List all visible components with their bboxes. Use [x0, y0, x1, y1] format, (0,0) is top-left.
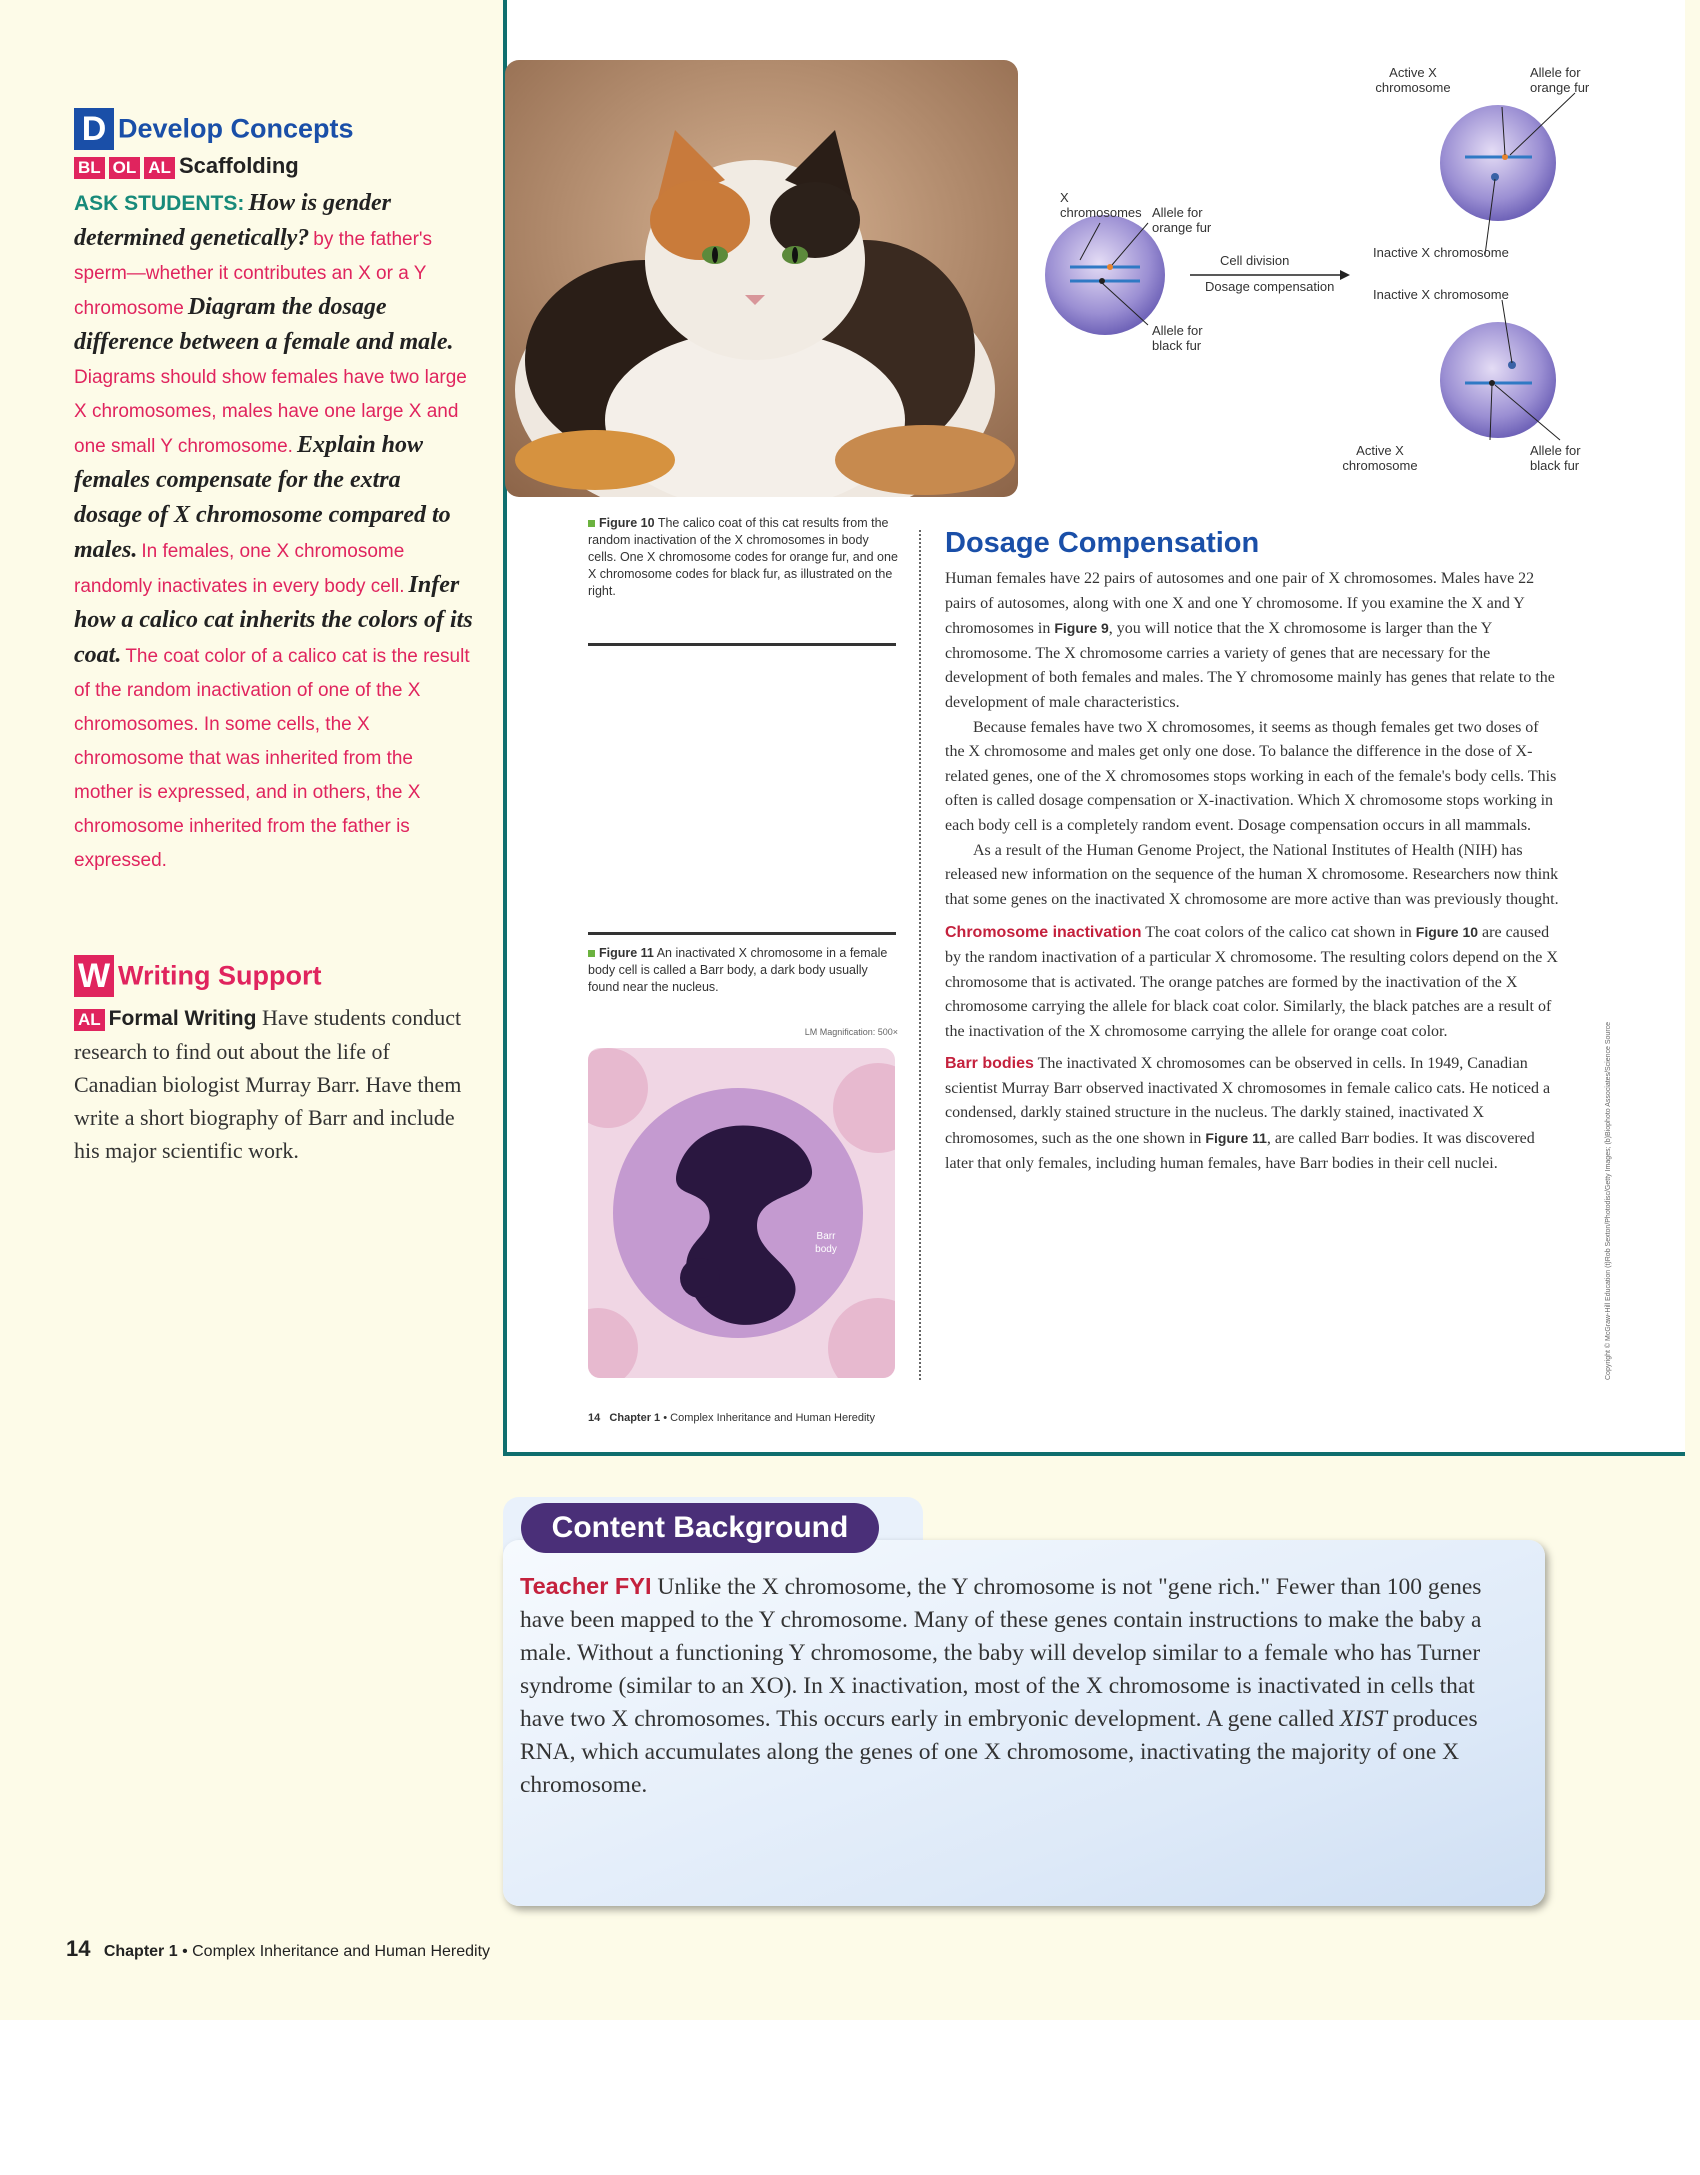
- x-inactivation-diagram: [1040, 55, 1600, 495]
- content-background-box: [503, 1540, 1545, 1906]
- section-heading: Dosage Compensation: [945, 527, 1260, 559]
- parent-cell: [1045, 215, 1165, 335]
- bullet-icon: [588, 950, 595, 957]
- top-daughter-cell: [1440, 105, 1556, 221]
- label-allele-black: Allele for black fur: [1152, 323, 1203, 353]
- label-active-x-top: Active X chromosome: [1375, 65, 1451, 95]
- figure-9-ref: Figure 9: [1054, 620, 1109, 637]
- bottom-daughter-cell: [1440, 322, 1556, 438]
- answer-4: The coat color of a calico cat is the result of the random inactivation of one of the X chromosomes. In some cells, the X chromosome that was inherited from the mother is expressed, and in others, the X chromosome inherited from the father is expressed.: [74, 646, 470, 871]
- inner-page-number: 14: [588, 1412, 601, 1424]
- develop-letter-icon: D: [74, 108, 114, 150]
- label-dosage-compensation: Dosage compensation: [1205, 279, 1335, 294]
- inactivation-text-1: The coat colors of the calico cat shown in: [1145, 924, 1412, 942]
- column-divider: [919, 530, 921, 1380]
- paragraph-1: Human females have 22 pairs of autosomes and one pair of X chromosomes. Males have 22 pairs of autosomes, along with one X and one Y chromosome. If you examine the X and Y chromosomes in: [945, 570, 1535, 638]
- barr-body-label: Barr body: [815, 1231, 837, 1255]
- main-text-column: [945, 525, 1560, 1176]
- label-cell-division: Cell division: [1220, 253, 1290, 268]
- formal-writing-label: Formal Writing: [108, 1007, 257, 1030]
- label-active-x-bottom: Active X chromosome: [1342, 443, 1418, 473]
- page-number: 14: [66, 1936, 91, 1961]
- label-allele-orange-top: Allele for orange fur: [1530, 65, 1590, 95]
- figure-11-text: An inactivated X chromosome in a female body cell is called a Barr body, a dark body usually found near the nucleus.: [588, 946, 888, 994]
- writing-tag-al: AL: [74, 1009, 105, 1031]
- paragraph-2: Because females have two X chromosomes, it seems as though females get two doses of the X chromosome and males get only one dose. To balance the difference in the dose of X-related genes, one of the X chromosomes stops working in each of the female's body cells. This often is called dosage compensation or X-inactivation. Which X chromosome stops working in each body cell is a completely random event. Dosage compensation occurs in all mammals.: [945, 718, 1557, 834]
- inner-chapter-title: Complex Inheritance and Human Heredity: [670, 1412, 875, 1424]
- tag-al: AL: [144, 157, 175, 179]
- tag-bl: BL: [74, 157, 105, 179]
- writing-support-section: [74, 955, 474, 1167]
- answer-2: Diagrams should show females have two large X chromosomes, males have one large X and one small Y chromosome.: [74, 367, 467, 457]
- tag-ol: OL: [109, 157, 141, 179]
- figure-10-text: The calico coat of this cat results from the random inactivation of the X chromosomes in body cells. One X chromosome codes for orange fur, and one X chromosome codes for black fur, as illustrated on the right.: [588, 516, 898, 598]
- photo-credit: Copyright © McGraw-Hill Education (t)Rob Sexton/Photodisc/Getty Images; (b)Biophoto Associates/Science Source: [1605, 1021, 1612, 1380]
- question-3: Explain how females compensate for the extra dosage of X chromosome compared to males.: [74, 432, 451, 563]
- develop-concepts-section: [74, 108, 474, 878]
- question-2: Diagram the dosage difference between a female and male.: [74, 294, 454, 355]
- content-background-text-1: Unlike the X chromosome, the Y chromosome is not "gene rich." Fewer than 100 genes have been mapped to the Y chromosome. Many of these genes contain instructions to make the baby a male. Without a functioning Y chromosome, the baby will develop similar to a female who has Turner syndrome (similar to an XO). In X inactivation, most of the X chromosome is inactivated in cells that have two X chromosomes. This occurs early in embryonic development. A gene called: [520, 1574, 1482, 1732]
- writing-letter-icon: W: [74, 955, 114, 997]
- answer-1: by the father's sperm—whether it contributes an X or a Y chromosome: [74, 229, 433, 319]
- label-x-chromosomes: X chromosomes: [1060, 190, 1142, 220]
- content-background-title: Content Background: [521, 1503, 879, 1553]
- page-footer: 14 Chapter 1 • Complex Inheritance and Human Heredity: [66, 1936, 491, 1961]
- scaffolding-label: Scaffolding: [178, 153, 299, 178]
- figure-10-label: Figure 10: [599, 516, 655, 530]
- calico-cat-photo: [505, 60, 1018, 497]
- question-4: Infer how a calico cat inherits the colors of its coat.: [74, 572, 473, 668]
- label-allele-orange: Allele for orange fur: [1152, 205, 1212, 235]
- figure-10-ref: Figure 10: [1415, 924, 1479, 941]
- develop-title: Develop Concepts: [118, 113, 354, 144]
- barr-text-2: , are called Barr bodies. It was discovered later that only females, including human females, have Barr bodies in their cell nuclei.: [945, 1130, 1535, 1172]
- barr-body-micrograph: [588, 1048, 895, 1378]
- chromosome-inactivation-heading: Chromosome inactivation: [945, 924, 1142, 942]
- paragraph-1-rest: , you will notice that the X chromosome is larger than the Y chromosome. The X chromosome carries a variety of genes that are necessary for the development of both females and males. The Y chromosome mainly has genes that relate to the development of male characteristics.: [945, 620, 1555, 711]
- figure-11-caption: [588, 945, 898, 996]
- barr-text-1: The inactivated X chromosomes can be observed in cells. In 1949, Canadian scientist Murray Barr observed inactivated X chromosomes in female calico cats. He noticed a condensed, darkly stained structure in the nucleus. The darkly stained, inactivated X chromosomes, such as the one shown in: [945, 1055, 1551, 1148]
- inner-chapter: Chapter 1: [609, 1412, 661, 1424]
- teacher-fyi-label: Teacher FYI: [520, 1573, 652, 1599]
- inactivation-text-2: are caused by the random inactivation of a particular X chromosome. The resulting colors depend on the X chromosome that is activated. The orange patches are formed by the inactivation of the X chromosome carrying the allele for black coat color. Similarly, the black patches are a result of the inactivation of the X chromosome carrying the allele for orange coat color.: [945, 924, 1558, 1040]
- barr-bodies-heading: Barr bodies: [945, 1055, 1034, 1073]
- writing-title: Writing Support: [118, 960, 322, 991]
- bullet-icon: [588, 520, 595, 527]
- caption-rule-2: [588, 932, 896, 935]
- inner-footer: 14 Chapter 1 • Complex Inheritance and Human Heredity: [588, 1412, 875, 1424]
- writing-text: Have students conduct research to find out about the life of Canadian biologist Murray Barr. Have them write a short biography of Barr and include his major scientific work.: [74, 1005, 462, 1163]
- figure-10-caption: [588, 515, 898, 600]
- figure-11-label: Figure 11: [599, 946, 654, 960]
- label-inactive-x-2: Inactive X chromosome: [1373, 287, 1509, 302]
- content-background-text-2: produces RNA, which accumulates along the genes of one X chromosome, inactivating the majority of one X chromosome.: [520, 1706, 1478, 1798]
- caption-rule-1: [588, 643, 896, 646]
- label-allele-black-bottom: Allele for black fur: [1530, 443, 1581, 473]
- xist-gene: XIST: [1339, 1706, 1387, 1732]
- footer-chapter-title: Complex Inheritance and Human Heredity: [192, 1943, 491, 1960]
- figure-11-ref: Figure 11: [1205, 1130, 1267, 1147]
- question-1: How is gender determined genetically?: [74, 190, 392, 251]
- ask-students-label: ASK STUDENTS:: [74, 192, 245, 215]
- magnification-label: LM Magnification: 500×: [804, 1027, 898, 1037]
- paragraph-3: As a result of the Human Genome Project, the National Institutes of Health (NIH) has released new information on the sequence of the human X chromosome. Researchers now think that some genes on the inactivated X chromosome are more active than was previously thought.: [945, 841, 1559, 908]
- label-inactive-x-1: Inactive X chromosome: [1373, 245, 1509, 260]
- answer-3: In females, one X chromosome randomly inactivates in every body cell.: [74, 541, 405, 597]
- footer-chapter: Chapter 1: [103, 1943, 178, 1960]
